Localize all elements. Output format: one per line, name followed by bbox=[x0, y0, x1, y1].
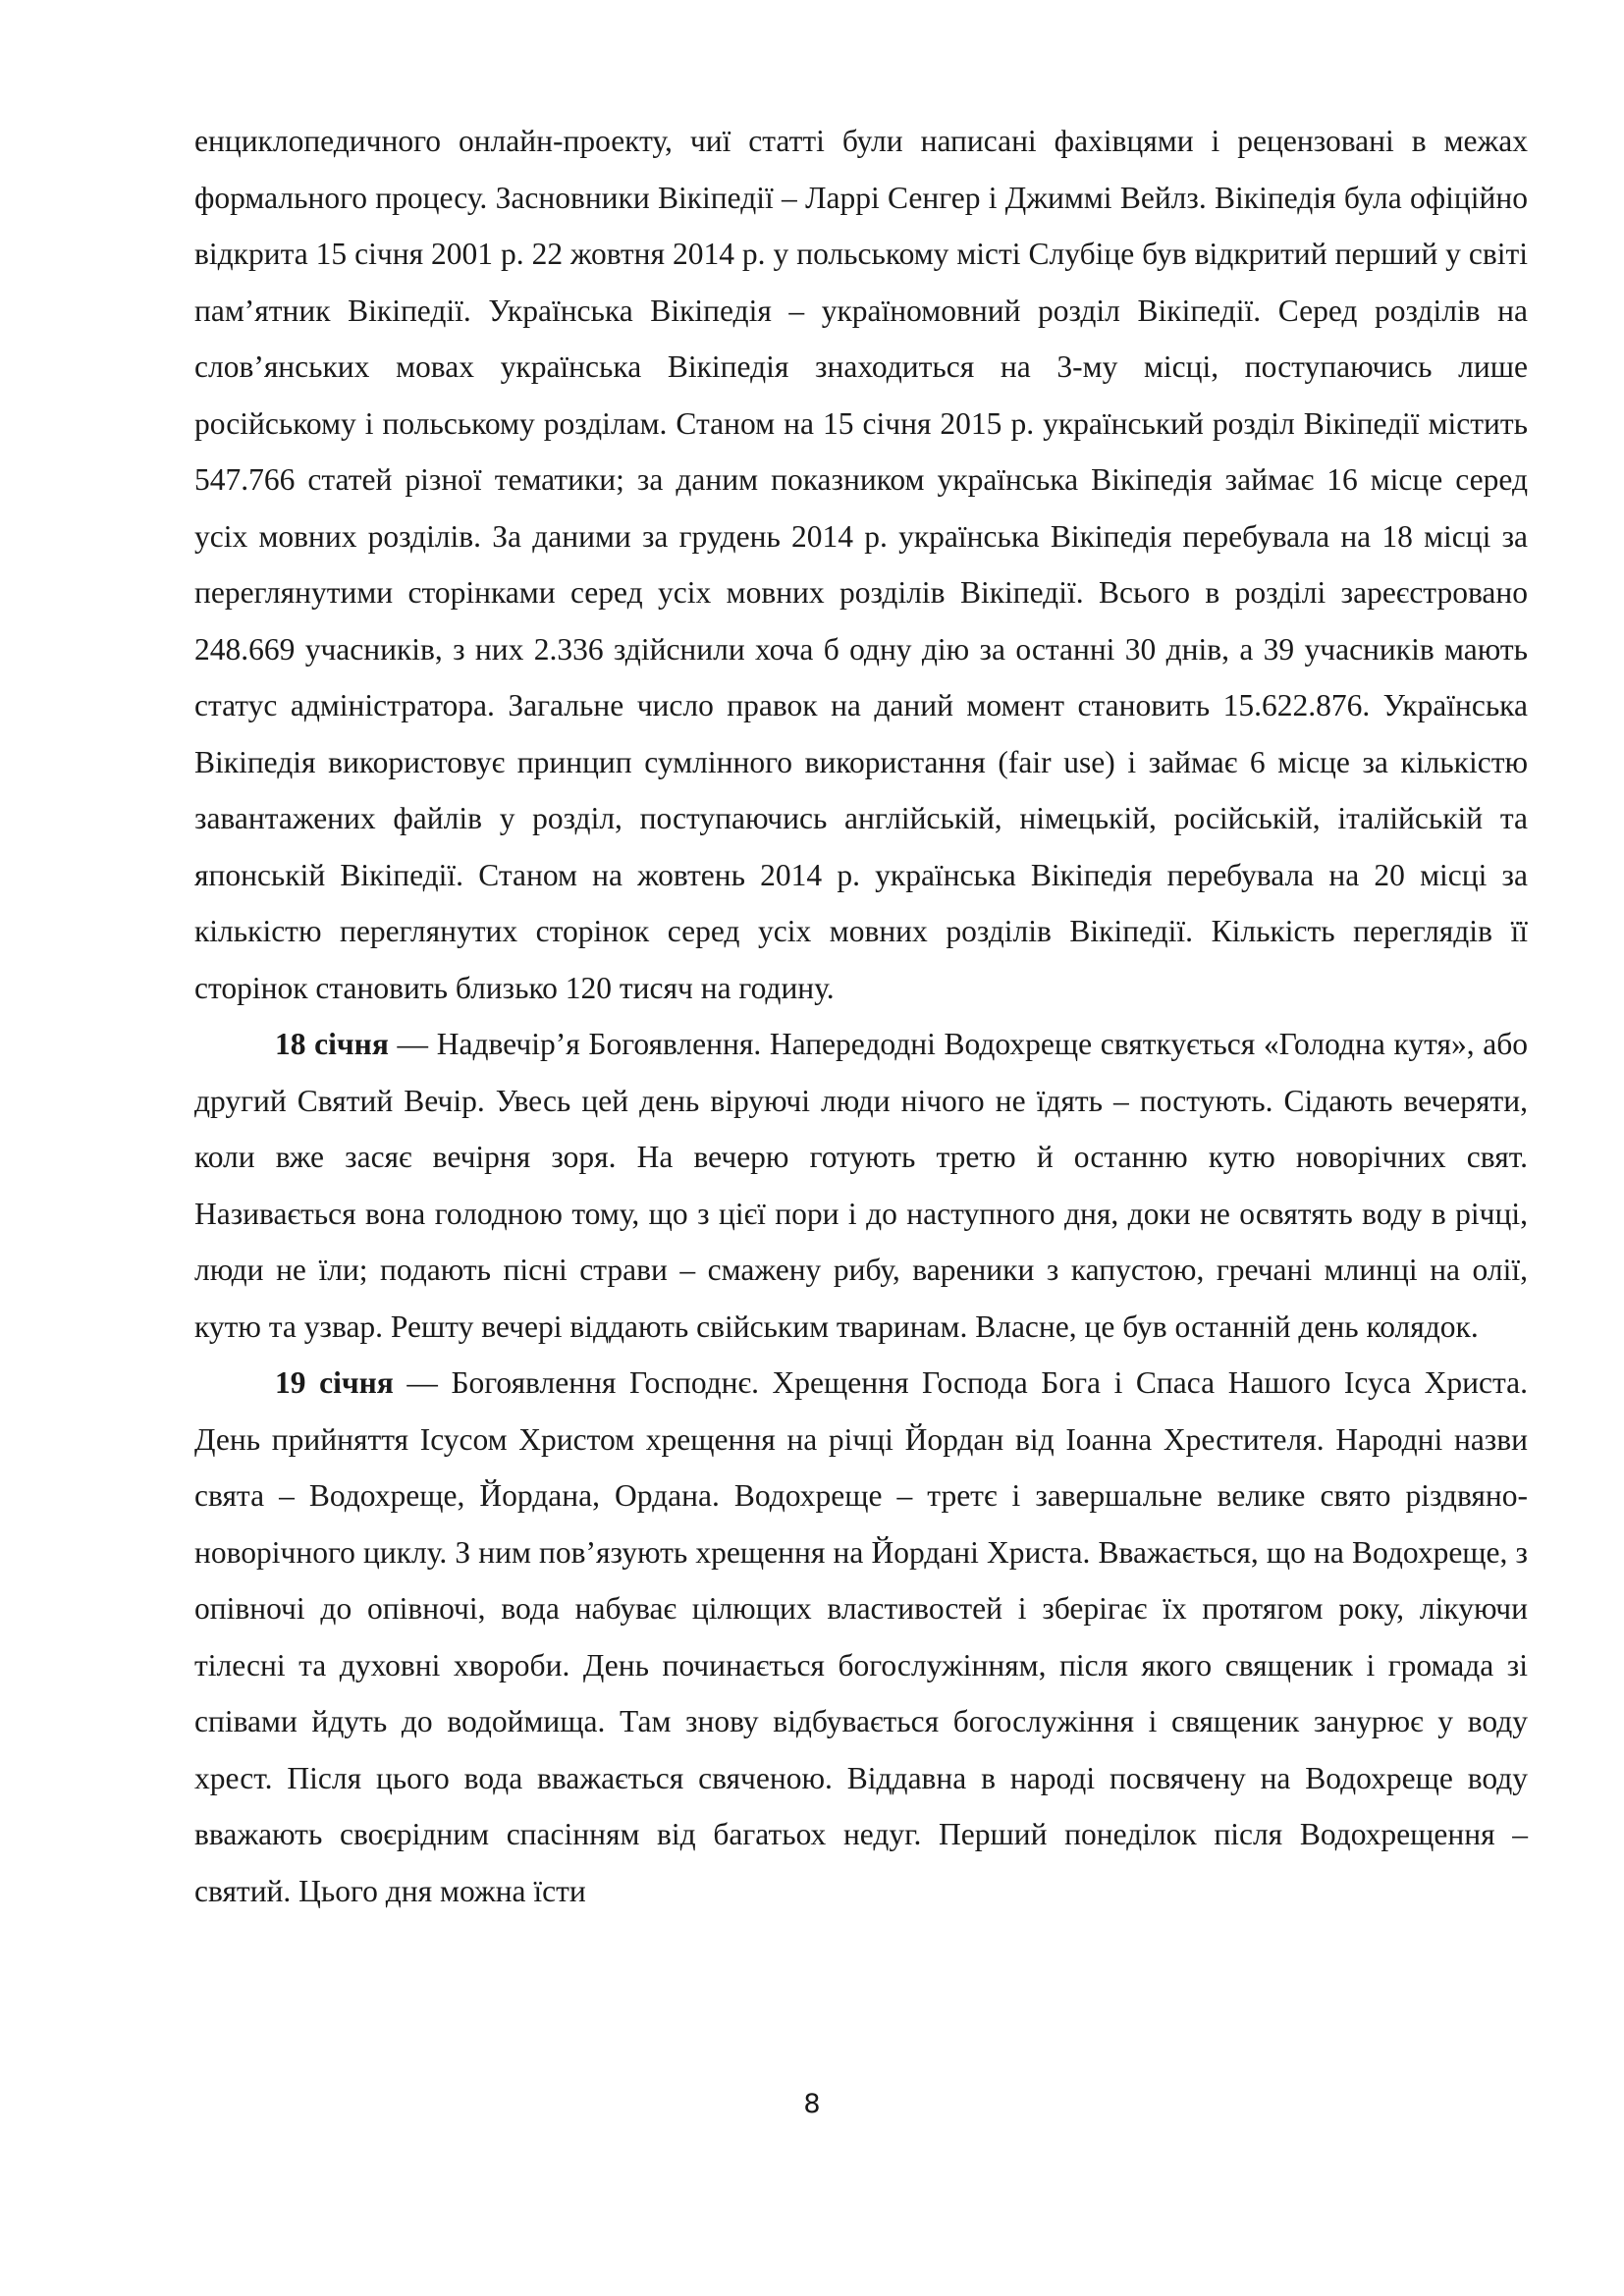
paragraph-text: — Богоявлення Господнє. Хрещення Господа Бога і Спаса Нашого Ісуса Христа. День прийняття Ісусом Христом хрещення на річці Йордан від Іоанна Хрестителя. Народні назви свята – Водохреще, Йордана, Ордана. Водохреще – третє і завершальне велике свято різдвяно-новорічного циклу. З ним пов’язують хрещення на Йордані Христа. Вважається, що на Водохреще, з опівночі до опівночі, вода набуває цілющих властивостей і зберігає їх протягом року, лікуючи тілесні та духовні хвороби. День починається богослужінням, після якого священик і громада зі співами йдуть до водоймища. Там знову відбувається богослужіння і священик занурює у воду хрест. Після цього вода вважається свяченою. Віддавна в народі посвячену на Водохреще воду вважають своєрідним спасінням від багатьох недуг. Перший понеділок після Водохрещення – святий. Цього дня можна їсти bbox=[194, 1365, 1528, 1908]
paragraph-text: енциклопедичного онлайн-проекту, чиї статті були написані фахівцями і рецензовані в межах формального процесу. Засновники Вікіпедії – Ларрі Сенгер і Джиммі Вейлз. Вікіпедія була офіційно відкрита 15 січня 2001 р. 22 жовтня 2014 р. у польському місті Слубіце був відкритий перший у світі пам’ятник Вікіпедії. Українська Вікіпедія – україномовний розділ Вікіпедії. Серед розділів на слов’янських мовах українська Вікіпедія знаходиться на 3-му місці, поступаючись лише російському і польському розділам. Станом на 15 січня 2015 р. український розділ Вікіпедії містить 547.766 статей різної тематики; за даним показником українська Вікіпедія займає 16 місце серед усіх мовних розділів. За даними за грудень 2014 р. українська Вікіпедія перебувала на 18 місці за переглянутими сторінками серед усіх мовних розділів Вікіпедії. Всього в розділі зареєстровано 248.669 учасників, з них 2.336 здійснили хоча б одну дію за останні 30 днів, а 39 учасників мають статус адміністратора. Загальне число правок на даний момент становить 15.622.876. Українська Вікіпедія використовує принцип сумлінного використання (fair use) і займає 6 місце за кількістю завантажених файлів у розділ, поступаючись англійській, німецькій, російській, італійській та японській Вікіпедії. Станом на жовтень 2014 р. українська Вікіпедія перебувала на 20 місці за кількістю переглянутих сторінок серед усіх мовних розділів Вікіпедії. Кількість переглядів її сторінок становить близько 120 тисяч на годину. bbox=[194, 124, 1528, 1005]
paragraph-text: — Надвечір’я Богоявлення. Напередодні Водохреще святкується «Голодна кутя», або другий Святий Вечір. Увесь цей день віруючі люди нічого не їдять – постують. Сідають вечеряти, коли вже засяє вечірня зоря. На вечерю готують третю й останню кутю новорічних свят. Називається вона голодною тому, що з цієї пори і до наступного дня, доки не освятять воду в річці, люди не їли; подають пісні страви – смажену рибу, вареники з капустою, гречані млинці на олії, кутю та узвар. Решту вечері віддають свійським тваринам. Власне, це був останній день колядок. bbox=[194, 1027, 1528, 1344]
paragraph-wikipedia-continuation bbox=[194, 113, 1528, 1016]
paragraph-january-18 bbox=[194, 1016, 1528, 1355]
entry-date: 19 січня bbox=[275, 1365, 394, 1400]
paragraph-january-19 bbox=[194, 1355, 1528, 1919]
document-body bbox=[194, 113, 1528, 1919]
page-number: 8 bbox=[803, 2089, 821, 2119]
entry-date: 18 січня bbox=[275, 1027, 389, 1061]
